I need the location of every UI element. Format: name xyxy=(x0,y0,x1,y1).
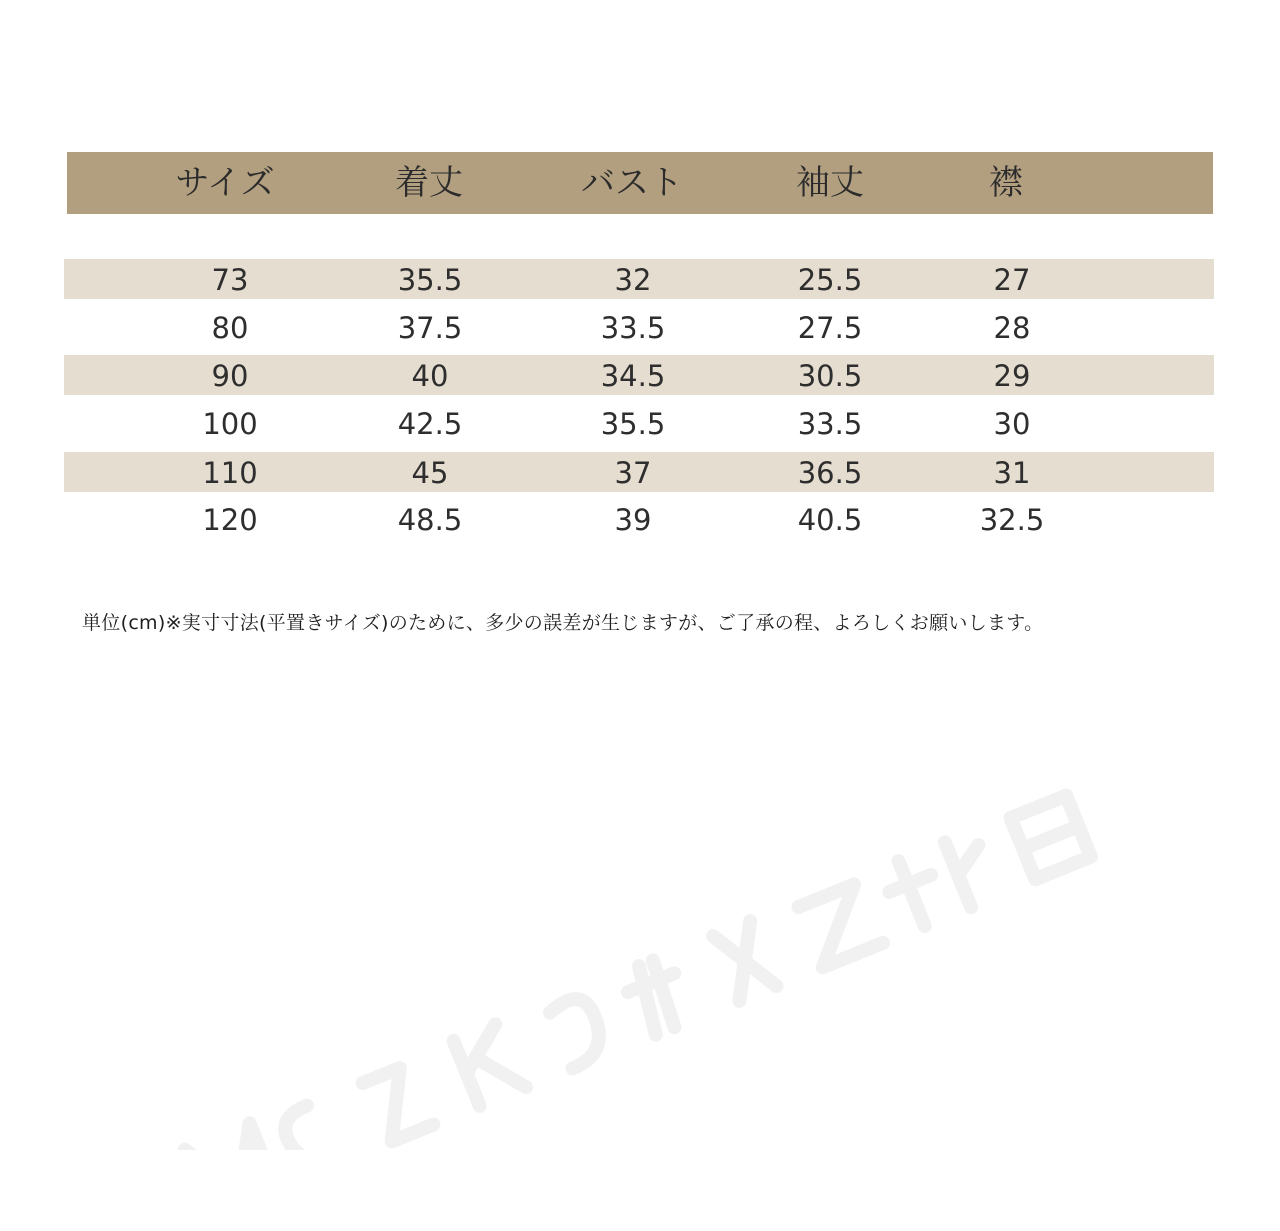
cell-bust: 33.5 xyxy=(600,311,666,345)
cell-sleeve: 36.5 xyxy=(797,456,863,490)
watermark xyxy=(100,730,1200,1150)
table-row xyxy=(64,452,1214,492)
measurement-note: 単位(cm)※実寸寸法(平置きサイズ)のために、多少の誤差が生じますが、ご了承の程、よろしくお願いします。 xyxy=(82,612,1044,634)
cell-collar: 30 xyxy=(993,407,1031,441)
cell-bust: 35.5 xyxy=(600,407,666,441)
cell-bust: 37 xyxy=(614,456,652,490)
cell-sleeve: 25.5 xyxy=(797,263,863,297)
header-bust: バスト xyxy=(581,163,683,203)
cell-length: 37.5 xyxy=(397,311,463,345)
table-row xyxy=(64,499,1214,539)
header-length: 着丈 xyxy=(395,163,463,203)
header-sleeve: 袖丈 xyxy=(796,163,864,203)
cell-size: 110 xyxy=(202,456,258,490)
table-row xyxy=(64,259,1214,299)
cell-size: 120 xyxy=(202,503,258,537)
cell-sleeve: 33.5 xyxy=(797,407,863,441)
cell-collar: 32.5 xyxy=(979,503,1045,537)
table-row xyxy=(64,355,1214,395)
cell-collar: 29 xyxy=(993,359,1031,393)
header-size: サイズ xyxy=(175,163,275,203)
table-row xyxy=(64,307,1214,347)
cell-collar: 28 xyxy=(993,311,1031,345)
header-collar: 襟 xyxy=(989,163,1023,203)
cell-size: 90 xyxy=(211,359,249,393)
cell-size: 73 xyxy=(211,263,249,297)
cell-sleeve: 40.5 xyxy=(797,503,863,537)
cell-size: 80 xyxy=(211,311,249,345)
table-row xyxy=(64,403,1214,443)
cell-sleeve: 27.5 xyxy=(797,311,863,345)
cell-collar: 31 xyxy=(993,456,1031,490)
cell-bust: 34.5 xyxy=(600,359,666,393)
cell-length: 45 xyxy=(411,456,449,490)
size-table-header xyxy=(67,152,1213,214)
cell-collar: 27 xyxy=(993,263,1031,297)
cell-bust: 32 xyxy=(614,263,652,297)
cell-sleeve: 30.5 xyxy=(797,359,863,393)
cell-length: 35.5 xyxy=(397,263,463,297)
cell-length: 42.5 xyxy=(397,407,463,441)
cell-size: 100 xyxy=(202,407,258,441)
cell-bust: 39 xyxy=(614,503,652,537)
cell-length: 48.5 xyxy=(397,503,463,537)
cell-length: 40 xyxy=(411,359,449,393)
